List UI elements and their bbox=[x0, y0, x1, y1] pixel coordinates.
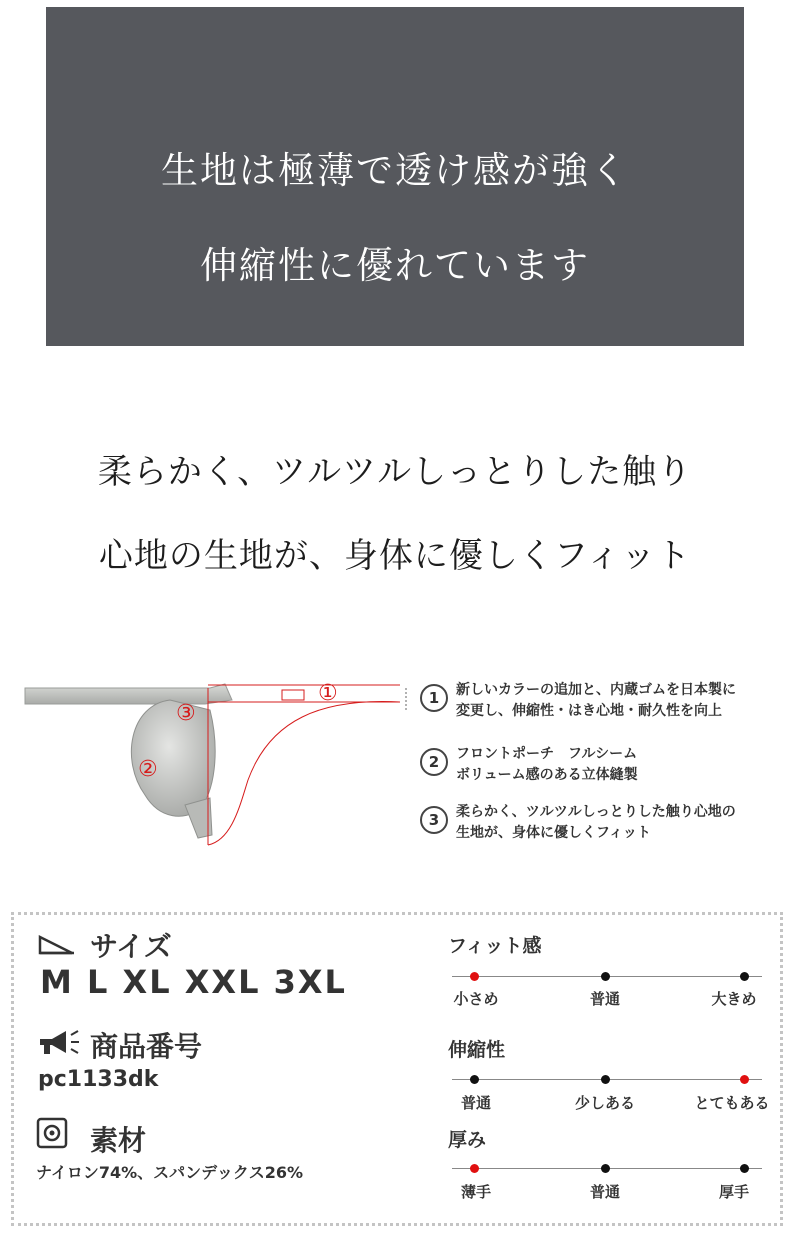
feature-text-line: ボリューム感のある立体縫製 bbox=[456, 767, 638, 783]
meter-label: とてもある bbox=[694, 1094, 770, 1112]
code-title: 商品番号 bbox=[90, 1030, 203, 1063]
fabric-icon bbox=[36, 1117, 68, 1149]
banner-line-1: 生地は極薄で透け感が強く bbox=[161, 149, 629, 192]
meter-dot bbox=[740, 1164, 749, 1173]
meter-label: 小さめ bbox=[453, 990, 499, 1008]
feature-number: 1 bbox=[420, 684, 448, 712]
meter-label: 少しある bbox=[574, 1094, 636, 1112]
spec-panel bbox=[11, 912, 783, 1226]
meter-dot bbox=[470, 1075, 479, 1084]
waistband-shape bbox=[25, 684, 232, 704]
meter-label: 普通 bbox=[589, 990, 621, 1008]
banner-line-2: 伸縮性に優れています bbox=[200, 244, 590, 287]
meter-label: 薄手 bbox=[460, 1183, 492, 1201]
diagram-marker-3: ③ bbox=[176, 701, 196, 726]
product-diagram bbox=[20, 670, 420, 860]
material-value: ナイロン74%、スパンデックス26% bbox=[36, 1163, 303, 1182]
headline-banner bbox=[46, 7, 744, 346]
meter-title-fit: フィット感 bbox=[448, 935, 542, 957]
size-list: M L XL XXL 3XL bbox=[40, 963, 347, 1001]
meter-dot bbox=[470, 1164, 479, 1173]
feature-text-line: 変更し、伸縮性・はき心地・耐久性を向上 bbox=[456, 703, 722, 719]
meter-dot bbox=[470, 972, 479, 981]
size-title: サイズ bbox=[90, 930, 172, 963]
meter-dot bbox=[601, 1075, 610, 1084]
meter-dot bbox=[601, 972, 610, 981]
meter-label: 普通 bbox=[589, 1183, 621, 1201]
meter-dot bbox=[740, 972, 749, 981]
feature-text-line: 柔らかく、ツルツルしっとりした触り心地の bbox=[456, 804, 736, 820]
ruler-triangle-icon bbox=[38, 933, 76, 955]
feature-text-line: フロントポーチ フルシーム bbox=[456, 746, 638, 762]
meter-label: 普通 bbox=[460, 1094, 492, 1112]
feature-text-line: 新しいカラーの追加と、内蔵ゴムを日本製に bbox=[456, 682, 736, 698]
meter-title-thickness: 厚み bbox=[448, 1129, 487, 1151]
diagram-marker-2: ② bbox=[138, 757, 158, 782]
diagram-marker-1: ① bbox=[318, 681, 338, 706]
feature-number: 2 bbox=[420, 748, 448, 776]
megaphone-icon bbox=[36, 1027, 82, 1057]
meter-label: 大きめ bbox=[711, 990, 757, 1008]
meter-dot bbox=[740, 1075, 749, 1084]
meter-title-stretch: 伸縮性 bbox=[448, 1039, 506, 1061]
product-code: pc1133dk bbox=[38, 1067, 159, 1092]
feature-text-line: 生地が、身体に優しくフィット bbox=[456, 825, 651, 841]
feature-number: 3 bbox=[420, 806, 448, 834]
meter-label: 厚手 bbox=[718, 1183, 750, 1201]
tagline-line-2: 心地の生地が、身体に優しくフィット bbox=[98, 536, 692, 576]
material-title: 素材 bbox=[90, 1124, 147, 1157]
tagline-line-1: 柔らかく、ツルツルしっとりした触り bbox=[97, 452, 693, 492]
meter-dot bbox=[601, 1164, 610, 1173]
